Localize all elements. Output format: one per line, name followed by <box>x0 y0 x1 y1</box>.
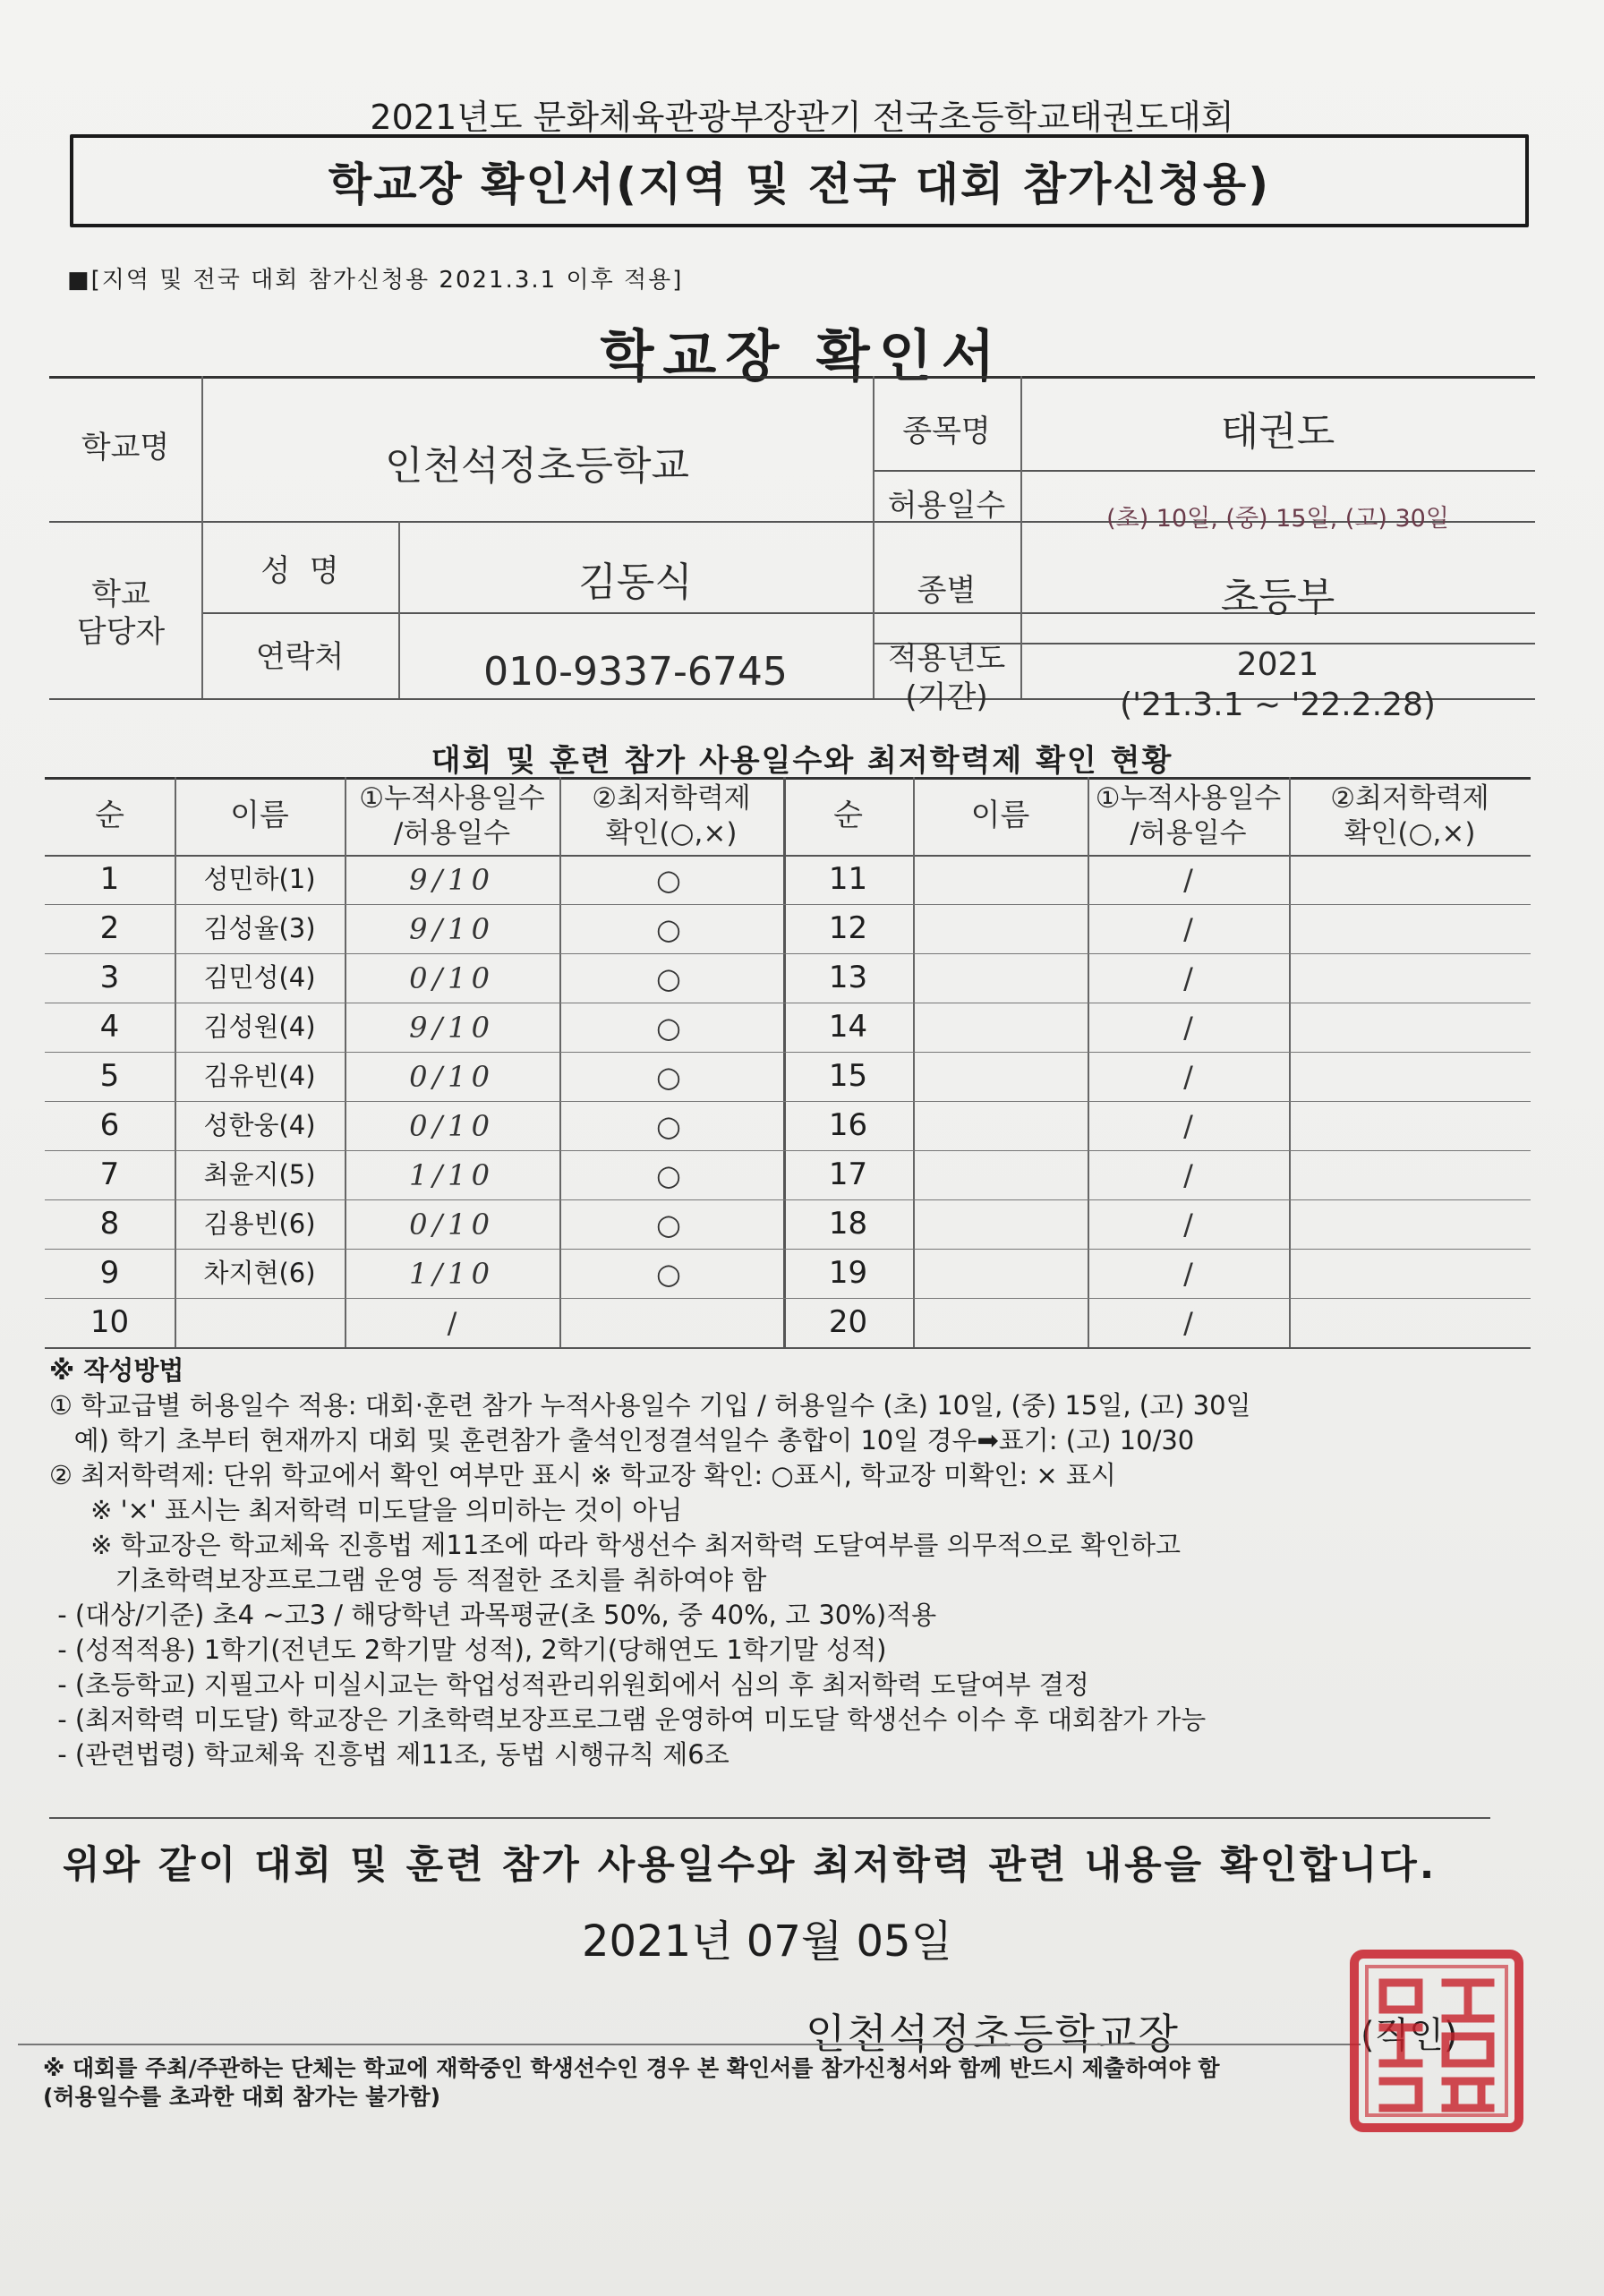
row-name-cell <box>913 1003 1088 1052</box>
row-name-cell <box>913 1052 1088 1101</box>
row-confirm-cell <box>1289 1003 1531 1052</box>
row-confirm-cell: ○ <box>656 1207 687 1242</box>
confirmation-statement: 위와 같이 대회 및 훈련 참가 사용일수와 최저학력 관련 내용을 확인합니다. <box>63 1843 1438 1888</box>
col-header-confirm-right: ②최저학력제 확인(○,×) <box>1330 781 1489 849</box>
allowed-days-label: 허용일수 <box>887 487 1006 524</box>
writing-instructions <box>49 1353 1517 1772</box>
row-no-cell: 10 <box>90 1304 130 1341</box>
row-name-cell: 김유빈(4) <box>203 1061 316 1092</box>
row-name-cell <box>913 953 1088 1003</box>
footnote: ※ 대회를 주최/주관하는 단체는 학교에 재학중인 학생선수인 경우 본 확인서를 참가신청서와 함께 반드시 제출하여야 함 (허용일수를 초과한 대회 참가는 불가함) <box>43 2055 1220 2110</box>
row-confirm-cell: ○ <box>656 1010 687 1045</box>
row-no-cell: 15 <box>828 1058 868 1095</box>
row-name-cell: 김성원(4) <box>203 1011 316 1043</box>
row-days-cell: 9/10 <box>409 862 495 897</box>
row-days-cell: / <box>1183 1305 1193 1340</box>
col-header-confirm: ②최저학력제 확인(○,×) <box>592 781 751 849</box>
row-name-cell <box>175 1298 345 1347</box>
row-name-cell <box>913 1199 1088 1249</box>
row-name-cell: 차지현(6) <box>203 1258 316 1289</box>
row-name-cell: 성한웅(4) <box>203 1110 316 1141</box>
allowed-days-value: (초) 10일, (중) 15일, (고) 30일 <box>1106 505 1449 533</box>
col-header-no: 순 <box>95 798 124 834</box>
col-header-name-right: 이름 <box>970 798 1030 834</box>
row-confirm-cell: ○ <box>656 1157 687 1192</box>
instruction-line: 예) 학기 초부터 현재까지 대회 및 훈련참가 출석인정결석일수 총합이 10일 경우➡표기: (고) 10/30 <box>49 1425 1195 1455</box>
row-days-cell: 0/10 <box>409 1059 495 1094</box>
instruction-line: ① 학교급별 허용일수 적용: 대회·훈련 참가 누적사용일수 기입 / 허용일수 (초) 10일, (중) 15일, (고) 30일 <box>49 1390 1251 1421</box>
row-confirm-cell: ○ <box>656 1256 687 1291</box>
row-confirm-cell <box>1289 1298 1531 1347</box>
row-days-cell: 9/10 <box>409 911 495 946</box>
school-name-label: 학교명 <box>81 429 170 465</box>
row-no-cell: 13 <box>828 960 868 996</box>
col-header-days: ①누적사용일수 /허용일수 <box>359 781 545 849</box>
row-no-cell: 6 <box>99 1107 120 1144</box>
row-no-cell: 14 <box>828 1009 868 1046</box>
instruction-line: - (성적적용) 1학기(전년도 2학기말 성적), 2학기(당해연도 1학기말 성적) <box>49 1635 887 1665</box>
row-days-cell: / <box>1183 911 1193 946</box>
row-no-cell: 12 <box>828 910 868 947</box>
row-name-cell <box>913 904 1088 953</box>
col-header-days-right: ①누적사용일수 /허용일수 <box>1095 781 1282 849</box>
row-confirm-cell <box>1289 855 1531 904</box>
row-confirm-cell <box>559 1298 783 1347</box>
row-no-cell: 2 <box>99 910 120 947</box>
row-name-cell <box>913 1249 1088 1298</box>
period-value: 2021 ('21.3.1 ~ '22.2.28) <box>1120 646 1436 723</box>
row-name-cell: 김용빈(6) <box>203 1208 316 1240</box>
row-no-cell: 1 <box>99 861 120 898</box>
row-confirm-cell <box>1289 953 1531 1003</box>
col-header-name: 이름 <box>230 798 289 834</box>
sport-label: 종목명 <box>902 414 991 450</box>
category-label: 종별 <box>917 573 977 610</box>
row-name-cell <box>913 1101 1088 1150</box>
row-no-cell: 8 <box>99 1206 120 1242</box>
row-days-cell: 9/10 <box>409 1010 495 1045</box>
instruction-line: - (대상/기준) 초4 ~고3 / 해당학년 과목평균(초 50%, 중 40%, 고 30%)적용 <box>49 1600 937 1630</box>
row-days-cell: / <box>1183 1256 1193 1291</box>
row-confirm-cell: ○ <box>656 960 687 995</box>
instruction-line: ※ '×' 표시는 최저학력 미도달을 의미하는 것이 아님 <box>49 1495 683 1525</box>
row-no-cell: 9 <box>99 1255 120 1292</box>
row-name-cell: 최윤지(5) <box>203 1159 316 1191</box>
status-table-title: 대회 및 훈련 참가 사용일수와 최저학력제 확인 현황 <box>431 743 1173 779</box>
row-days-cell: 1/10 <box>409 1157 495 1192</box>
row-no-cell: 3 <box>99 960 120 996</box>
sport-value: 태권도 <box>1220 409 1335 455</box>
row-name-cell: 김민성(4) <box>203 962 316 994</box>
row-days-cell: 1/10 <box>409 1256 495 1291</box>
row-days-cell: / <box>1183 960 1193 995</box>
application-note: ■[지역 및 전국 대회 참가신청용 2021.3.1 이후 적용] <box>67 267 684 294</box>
issue-date: 2021년 07월 05일 <box>582 1916 952 1967</box>
row-days-cell: / <box>1183 1059 1193 1094</box>
instruction-line: 기초학력보장프로그램 운영 등 적절한 조치를 취하여야 함 <box>49 1565 767 1595</box>
row-name-cell <box>913 1298 1088 1347</box>
row-days-cell: / <box>1183 862 1193 897</box>
row-no-cell: 19 <box>828 1255 868 1292</box>
row-days-cell: / <box>447 1305 457 1340</box>
row-confirm-cell: ○ <box>656 1059 687 1094</box>
row-confirm-cell: ○ <box>656 1108 687 1143</box>
row-days-cell: / <box>1183 1157 1193 1192</box>
row-no-cell: 7 <box>99 1157 120 1193</box>
event-title: 2021년도 문화체육관광부장관기 전국초등학교태권도대회 <box>370 98 1234 137</box>
row-confirm-cell <box>1289 1249 1531 1298</box>
instruction-line: ※ 작성방법 <box>49 1355 184 1386</box>
row-days-cell: 0/10 <box>409 1207 495 1242</box>
row-confirm-cell <box>1289 1052 1531 1101</box>
row-confirm-cell: ○ <box>656 862 687 897</box>
row-no-cell: 5 <box>99 1058 120 1095</box>
row-name-cell <box>913 855 1088 904</box>
row-name-cell <box>913 1150 1088 1199</box>
row-days-cell: 0/10 <box>409 1108 495 1143</box>
document-title: 학교장 확인서(지역 및 전국 대회 참가신청용) <box>70 134 1529 227</box>
row-no-cell: 17 <box>828 1157 868 1193</box>
row-confirm-cell <box>1289 1150 1531 1199</box>
instruction-line: ※ 학교장은 학교체육 진흥법 제11조에 따라 학생선수 최저학력 도달여부를 의무적으로 확인하고 <box>49 1530 1182 1560</box>
row-days-cell: 0/10 <box>409 960 495 995</box>
row-name-cell: 김성율(3) <box>203 913 316 944</box>
row-no-cell: 20 <box>828 1304 868 1341</box>
row-no-cell: 16 <box>828 1107 868 1144</box>
contact-value: 010-9337-6745 <box>483 648 788 695</box>
row-days-cell: / <box>1183 1108 1193 1143</box>
row-confirm-cell <box>1289 904 1531 953</box>
school-name-value: 인천석정초등학교 <box>384 442 690 489</box>
seal-label: (직인) <box>1361 2015 1458 2056</box>
row-confirm-cell <box>1289 1199 1531 1249</box>
instruction-line: ② 최저학력제: 단위 학교에서 확인 여부만 표시 ※ 학교장 확인: ○표시, 학교장 미확인: × 표시 <box>49 1460 1116 1490</box>
row-confirm-cell <box>1289 1101 1531 1150</box>
period-label: 적용년도 (기간) <box>887 641 1006 715</box>
name-label: 성 명 <box>260 552 339 589</box>
manager-label: 학교 담당자 <box>76 576 166 650</box>
main-title: 학교장 확인서 <box>600 323 1004 388</box>
contact-label: 연락처 <box>255 638 345 675</box>
col-header-no-right: 순 <box>833 798 863 834</box>
instruction-line: - (초등학교) 지필고사 미실시교는 학업성적관리위원회에서 심의 후 최저학력 도달여부 결정 <box>49 1669 1089 1700</box>
row-confirm-cell: ○ <box>656 911 687 946</box>
row-days-cell: / <box>1183 1207 1193 1242</box>
row-no-cell: 18 <box>828 1206 868 1242</box>
category-value: 초등부 <box>1220 575 1335 620</box>
manager-name-value: 김동식 <box>578 559 693 605</box>
instruction-line: - (관련법령) 학교체육 진흥법 제11조, 동법 시행규칙 제6조 <box>49 1739 729 1770</box>
instruction-line: - (최저학력 미도달) 학교장은 기초학력보장프로그램 운영하여 미도달 학생선수 이수 후 대회참가 가능 <box>49 1704 1207 1735</box>
row-no-cell: 4 <box>99 1009 120 1046</box>
row-no-cell: 11 <box>828 861 868 898</box>
row-days-cell: / <box>1183 1010 1193 1045</box>
principal-name: 인천석정초등학교장 <box>806 2010 1180 2058</box>
row-name-cell: 성민하(1) <box>203 864 316 895</box>
